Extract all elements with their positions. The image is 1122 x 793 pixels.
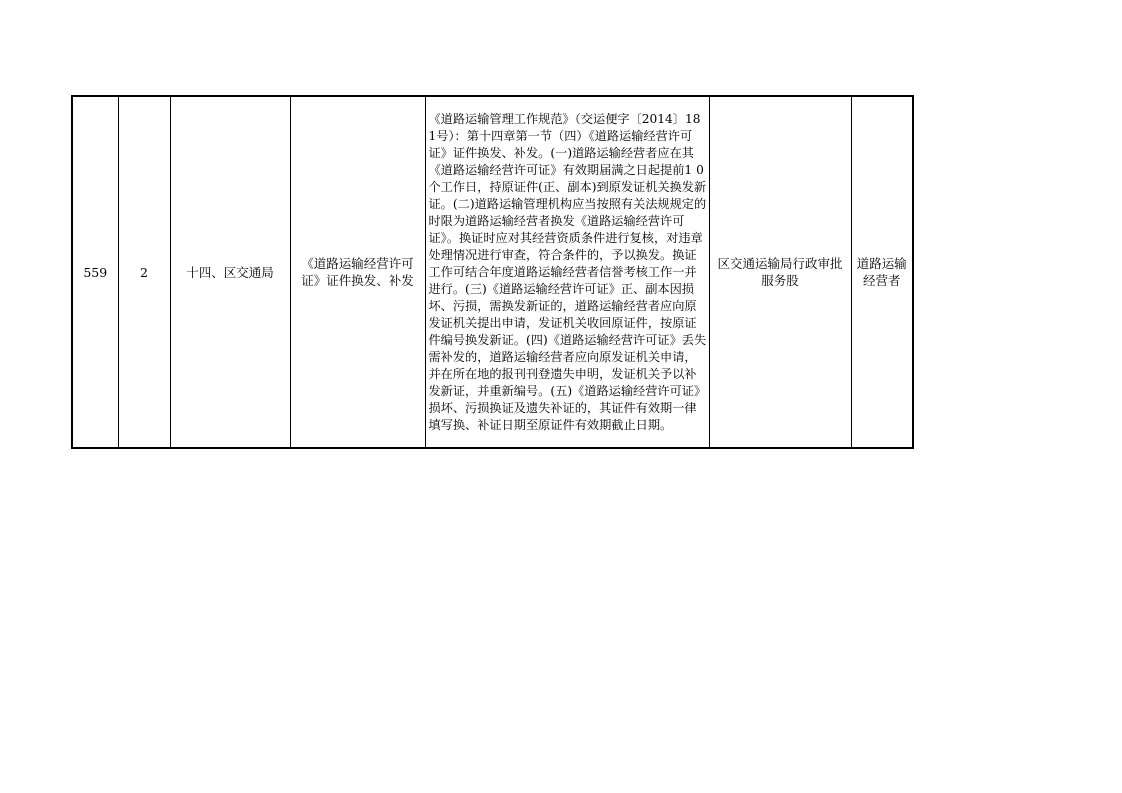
item-name-cell: 《道路运输经营许可证》证件换发、补发 xyxy=(290,96,425,448)
sub-seq-cell: 2 xyxy=(118,96,170,448)
table-row xyxy=(72,96,913,448)
seq-number-cell: 559 xyxy=(72,96,118,448)
target-cell: 道路运输经营者 xyxy=(851,96,913,448)
legal-basis-cell: 《道路运输管理工作规范》（交运便字〔2014〕181号）：第十四章第一节（四）《道路运输经营许可证》证件换发、补发。(一)道路运输经营者应在其《道路运输经营许可证》有效期届满之日起提前1 0个工作日，持原证件(正、副本)到原发证机关换发新证。(二)道路运输管理机构应当按照有关法规规定的时限为道路运输经营者换发《道路运输经营许可证》。换证时应对其经营资质条件进行复核，对违章处理情况进行审查，符合条件的，予以换发。换证工作可结合年度道路运输经营者信誉考核工作一并进行。(三)《道路运输经营许可证》正、副本因损坏、污损，需换发新证的，道路运输经营者应向原发证机关提出申请，发证机关收回原证件，按原证件编号换发新证。(四)《道路运输经营许可证》丢失需补发的，道路运输经营者应向原发证机关申请，并在所在地的报刊刊登遗失申明，发证机关予以补发新证，并重新编号。(五)《道路运输经营许可证》损坏、污损换证及遗失补证的，其证件有效期一律填写换、补证日期至原证件有效期截止日期。 xyxy=(425,96,709,448)
department-cell: 十四、区交通局 xyxy=(170,96,290,448)
handling-unit-cell: 区交通运输局行政审批服务股 xyxy=(709,96,851,448)
record-table xyxy=(71,95,914,449)
